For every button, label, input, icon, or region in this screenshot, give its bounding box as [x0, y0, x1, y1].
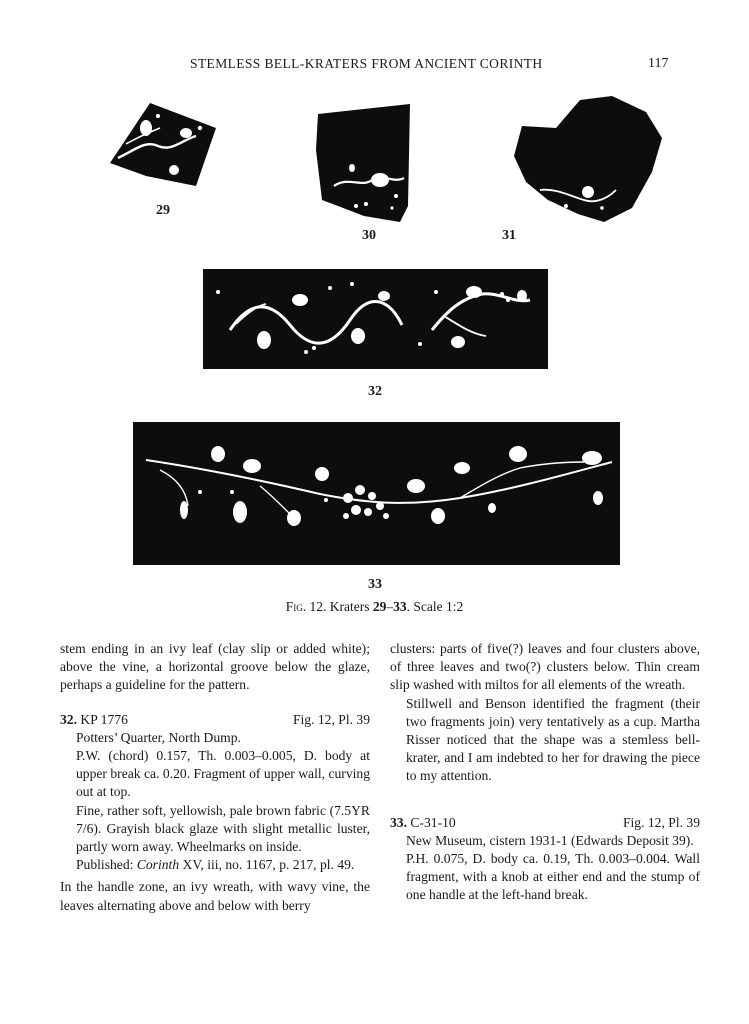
fragment-31-drawing — [514, 96, 662, 222]
fragment-32-drawing — [203, 269, 548, 369]
fragment-29-drawing — [110, 103, 216, 186]
label-30: 30 — [362, 228, 376, 243]
entry-33-inventory: C-31-10 — [410, 814, 456, 830]
label-32: 32 — [368, 384, 382, 399]
published-label: Published: — [76, 857, 137, 873]
figure-caption — [0, 599, 749, 615]
label-31: 31 — [502, 228, 516, 243]
entry-32-published — [60, 856, 370, 874]
caption-range-start: 29 — [372, 599, 387, 614]
entry-33-refs: Fig. 12, Pl. 39 — [622, 814, 700, 830]
fragment-30-drawing — [316, 104, 410, 222]
entry-32-inventory: KP 1776 — [80, 711, 128, 727]
entry-32-number: 32. — [60, 711, 77, 727]
caption-suffix: . Scale 1:2 — [406, 599, 464, 614]
caption-body: Kraters — [326, 599, 373, 614]
caption-dash: – — [386, 599, 394, 614]
fragment-33-drawing — [133, 422, 620, 565]
entry-32-heading — [60, 711, 370, 729]
entry-32-refs: Fig. 12, Pl. 39 — [292, 711, 370, 727]
entry-33-number: 33. — [390, 814, 407, 830]
published-rest: XV, iii, no. 1167, p. 217, pl. 49. — [179, 857, 355, 873]
label-29: 29 — [156, 203, 170, 218]
published-title: Corinth — [136, 857, 180, 873]
continuation-paragraph-right: clusters: parts of five(?) leaves and four clusters above, of three leaves and two(?) clusters below. Thin cream slip washed with miltos for all elements of the wreath. — [390, 641, 700, 693]
page-number: 117 — [648, 56, 669, 71]
entry-32-dimensions: P.W. (chord) 0.157, Th. 0.003–0.005, D. body at upper break ca. 0.20. Fragment of upper wall, curving out at top. — [76, 748, 370, 800]
label-33: 33 — [368, 577, 382, 592]
note-paragraph: Stillwell and Benson identified the fragment (their two fragments join) very tentatively as a cup. Martha Risser noticed that the shape was a stemless bell-krater, and I am indebted to her for drawing the piece to my attention. — [406, 695, 700, 784]
caption-prefix: Fig. 12. — [285, 599, 327, 614]
entry-33-heading — [390, 814, 700, 832]
entry-33-findspot: New Museum, cistern 1931-1 (Edwards Deposit 39). — [406, 832, 694, 848]
entry-32-findspot: Potters’ Quarter, North Dump. — [76, 729, 241, 745]
entry-32-description: In the handle zone, an ivy wreath, with wavy vine, the leaves alternating above and below with berry — [60, 879, 370, 913]
entry-33-dimensions: P.H. 0.075, D. body ca. 0.19, Th. 0.003–0.004. Wall fragment, with a knob at either end and the stump of one handle at the left-hand break. — [406, 851, 700, 903]
right-column — [390, 640, 700, 905]
running-head: STEMLESS BELL-KRATERS FROM ANCIENT CORINTH — [190, 56, 543, 71]
continuation-paragraph: stem ending in an ivy leaf (clay slip or added white); above the vine, a horizontal groove below the glaze, perhaps a guideline for the pattern. — [60, 641, 370, 693]
caption-range-end: 33 — [393, 599, 407, 614]
left-column — [60, 640, 370, 915]
entry-32-fabric: Fine, rather soft, yellowish, pale brown fabric (7.5YR 7/6). Grayish black glaze with slight metallic luster, partly worn away. Wheelmarks on inside. — [76, 802, 370, 855]
